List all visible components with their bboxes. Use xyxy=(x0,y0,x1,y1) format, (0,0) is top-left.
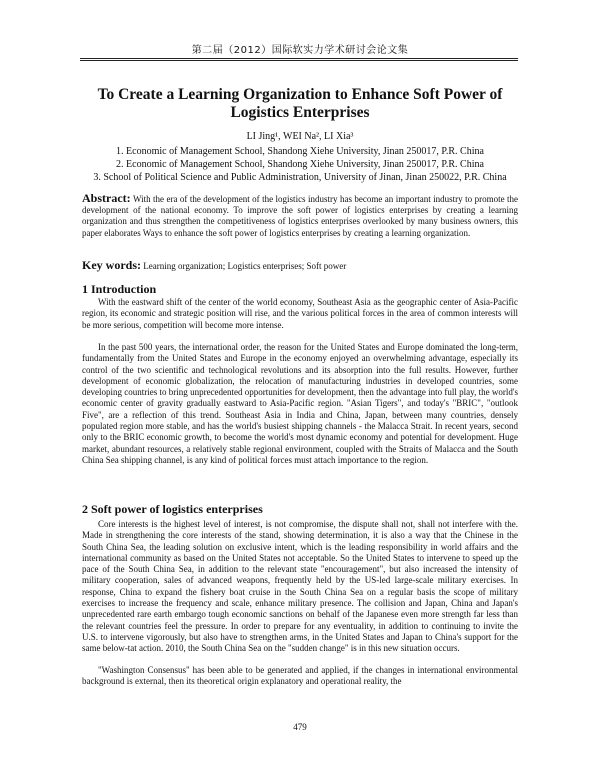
abstract-text: With the era of the development of the logistics industry has become an important industry to promote the development of the national economy. To improve the soft power of logistics enterprises by creating a learning organization and thus strengthen the competitiveness of logistics enterprises overlooked by many business owners, this paper elaborates Ways to enhance the soft power of logistics enterprises by creating a learning organization. xyxy=(82,194,518,238)
body-paragraph: In the past 500 years, the international order, the reason for the United States and Europe dominated the long-term, fundamentally from the United States and Europe in the economy enjoyed an overwhelming advantage, especially its control of the two scientific and technological revolutions and its absorption into the full results. However, further development of economic globalization, the relocation of manufacturing industries in developed countries, some developing countries to bring unprecedented opportunities for development, then the advantage into full play, the world's economic center of gravity gradually eastward to Asia-Pacific region. "Asian Tigers", and today's "BRIC", "outlook Five", are a reflection of this trend. Southeast Asia in India and China, Japan, between many countries, densely populated region more stable, and has the world's busiest shipping channels - the Malacca Strait. In recent years, second only to the BRIC economic growth, to become the world's most dynamic economy and potential for development. Huge market, abundant resources, a relatively stable regional environment, coupled with the Straits of Malacca and the South China Sea shipping channel, is any kind of political forces must attach importance to the region. xyxy=(82,342,518,465)
abstract-label: Abstract: xyxy=(82,191,131,205)
author-list: LI Jing¹, WEI Na², LI Xia³ xyxy=(246,131,354,142)
page-number: 479 xyxy=(293,722,307,732)
affiliation-2: 2. Economic of Management School, Shandong Xiehe University, Jinan 250017, P.R. China xyxy=(116,159,484,170)
header-rule-top xyxy=(80,58,518,59)
keywords xyxy=(82,258,518,273)
keywords-label: Key words: xyxy=(82,258,141,272)
running-head: 第二届（2012）国际软实力学术研讨会论文集 xyxy=(191,45,409,56)
body-paragraph: Core interests is the highest level of interest, is not compromise, the dispute shall not, shall not interfere with the. Made in strengthening the core interests of the stand, showing determination, it is also a way that the Chinese in the South China Sea, the leading solution on exclusive intent, which is the leading responsibility in world affairs and the international community as based on the United States not acceptable. So the United States to intervene to speed up the pace of the South China Sea, in addition to the relevant state "encouragement", but also increased the intensity of military cooperation, sales of advanced weapons, frequently held by the US-led large-scale military exercises. In response, China to expand the fishery boat cruise in the South China Sea on a regular basis the scope of military exercises to increase the frequency and scale, enhance military presence. The collision and Japan, China and Japan's unprecedented rare earth embargo tough economic sanctions on behalf of the Japanese even more strength far less than the relevant countries feel the pressure. In order to prepare for any eventuality, in addition to continuing to invite the U.S. to intervene vigorously, but also have to strengthen arms, in the United States and Japan to China's support for the same below-tat action. 2010, the South China Sea on the "sudden change" is in this new situation occurs. xyxy=(82,519,518,654)
section-heading-introduction: 1 Introduction xyxy=(82,282,157,296)
body-paragraph: With the eastward shift of the center of the world economy, Southeast Asia as the geographic center of Asia-Pacific region, its economic and strategic position will rise, and the various political forces in the area of common interests will be more serious, competition will become more intense. xyxy=(82,297,518,330)
body-paragraph: "Washington Consensus" has been able to be generated and applied, if the changes in international environmental background is external, then its theoretical origin explanatory and operational reality, the xyxy=(82,665,518,687)
keywords-text: Learning organization; Logistics enterprises; Soft power xyxy=(143,261,347,271)
abstract xyxy=(82,193,518,239)
paper-title: To Create a Learning Organization to Enhance Soft Power of Logistics Enterprises xyxy=(97,86,503,121)
header-rule-bottom xyxy=(80,60,518,61)
section-heading-soft-power: 2 Soft power of logistics enterprises xyxy=(82,502,263,516)
affiliation-1: 1. Economic of Management School, Shandong Xiehe University, Jinan 250017, P.R. China xyxy=(116,146,484,157)
affiliation-3: 3. School of Political Science and Public Administration, University of Jinan, Jinan 250022, P.R. China xyxy=(93,172,507,183)
